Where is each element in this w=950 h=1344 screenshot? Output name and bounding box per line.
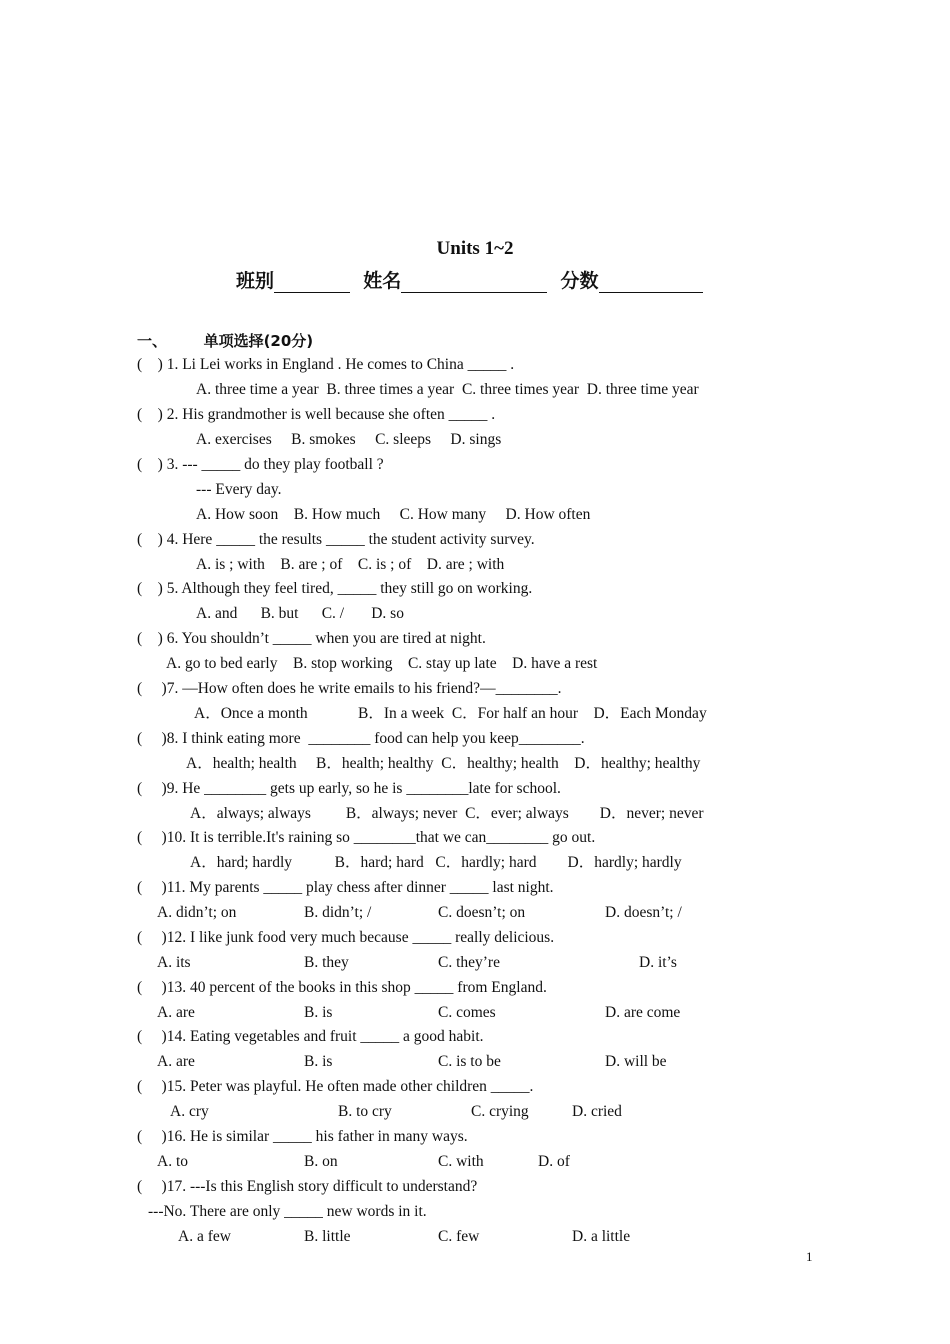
question-16: ( )16. He is similar _____ his father in many ways.	[137, 1128, 468, 1145]
question-14: ( )14. Eating vegetables and fruit _____ a good habit.	[137, 1028, 484, 1045]
name-blank	[401, 272, 547, 293]
question-4-options: A. is ; with B. are ; of C. is ; of D. are ; with	[196, 556, 505, 573]
section-title: 单项选择(20分)	[203, 332, 314, 350]
question-17-option-a: A. a few	[178, 1228, 231, 1245]
question-14-option-d: D. will be	[605, 1053, 667, 1070]
question-14-option-b: B. is	[304, 1053, 333, 1070]
question-8-options: A．health; health B．health; healthy C．healthy; health D．healthy; healthy	[186, 755, 701, 772]
question-10-options: A．hard; hardly B．hard; hard C．hardly; hard D．hardly; hardly	[190, 854, 682, 871]
question-2-options: A. exercises B. smokes C. sleeps D. sings	[196, 431, 502, 448]
question-16-option-d: D. of	[538, 1153, 570, 1170]
page-title: Units 1~2	[436, 238, 514, 259]
question-5-options: A. and B. but C. / D. so	[196, 605, 404, 622]
question-12: ( )12. I like junk food very much because _____ really delicious.	[137, 929, 555, 946]
question-12-option-b: B. they	[304, 954, 349, 971]
question-11-option-b: B. didn’t; /	[304, 904, 372, 921]
question-8: ( )8. I think eating more ________ food can help you keep________.	[137, 730, 585, 747]
name-label: 姓名	[363, 270, 402, 292]
score-label: 分数	[560, 270, 599, 292]
question-17-option-d: D. a little	[572, 1228, 631, 1245]
question-5: ( ) 5. Although they feel tired, _____ they still go on working.	[137, 580, 533, 597]
question-12-option-c: C. they’re	[438, 954, 500, 971]
question-3: ( ) 3. --- _____ do they play football ?	[137, 456, 384, 473]
question-6-options: A. go to bed early B. stop working C. stay up late D. have a rest	[166, 655, 598, 672]
question-16-option-b: B. on	[304, 1153, 338, 1170]
page-number: 1	[806, 1249, 813, 1264]
question-3-options: A. How soon B. How much C. How many D. How often	[196, 506, 591, 523]
question-9: ( )9. He ________ gets up early, so he is ________late for school.	[137, 780, 561, 797]
question-14-option-a: A. are	[157, 1053, 195, 1070]
question-12-option-d: D. it’s	[639, 954, 677, 971]
question-7-options: A．Once a month B．In a week C．For half an hour D．Each Monday	[194, 705, 707, 722]
section-number: 一、	[137, 332, 168, 350]
question-13: ( )13. 40 percent of the books in this shop _____ from England.	[137, 979, 547, 996]
score-blank	[599, 272, 703, 293]
question-12-option-a: A. its	[157, 954, 191, 971]
class-blank	[274, 272, 350, 293]
question-2: ( ) 2. His grandmother is well because she often _____ .	[137, 406, 496, 423]
question-17-option-b: B. little	[304, 1228, 351, 1245]
question-11: ( )11. My parents _____ play chess after dinner _____ last night.	[137, 879, 554, 896]
question-15-option-b: B. to cry	[338, 1103, 392, 1120]
question-17-answer: ---No. There are only _____ new words in it.	[148, 1203, 427, 1220]
question-1: ( ) 1. Li Lei works in England . He comes to China _____ .	[137, 356, 515, 373]
question-3-answer: --- Every day.	[196, 481, 282, 498]
question-13-option-c: C. comes	[438, 1004, 496, 1021]
question-7: ( )7. —How often does he write emails to his friend?—________.	[137, 680, 562, 697]
question-11-option-d: D. doesn’t; /	[605, 904, 682, 921]
question-11-option-c: C. doesn’t; on	[438, 904, 526, 921]
class-label: 班别	[236, 270, 275, 292]
question-15-option-d: D. cried	[572, 1103, 622, 1120]
question-1-options: A. three time a year B. three times a year C. three times year D. three time year	[196, 381, 699, 398]
question-17: ( )17. ---Is this English story difficult to understand?	[137, 1178, 478, 1195]
question-15-option-a: A. cry	[170, 1103, 209, 1120]
student-info-header	[236, 266, 703, 293]
question-15-option-c: C. crying	[471, 1103, 529, 1120]
question-6: ( ) 6. You shouldn’t _____ when you are tired at night.	[137, 630, 486, 647]
question-14-option-c: C. is to be	[438, 1053, 501, 1070]
question-16-option-c: C. with	[438, 1153, 484, 1170]
section-heading	[137, 330, 313, 351]
question-10: ( )10. It is terrible.It's raining so ________that we can________ go out.	[137, 829, 596, 846]
question-11-option-a: A. didn’t; on	[157, 904, 237, 921]
question-4: ( ) 4. Here _____ the results _____ the student activity survey.	[137, 531, 535, 548]
question-13-option-b: B. is	[304, 1004, 333, 1021]
question-13-option-d: D. are come	[605, 1004, 681, 1021]
question-17-option-c: C. few	[438, 1228, 480, 1245]
question-15: ( )15. Peter was playful. He often made other children _____.	[137, 1078, 534, 1095]
question-16-option-a: A. to	[157, 1153, 188, 1170]
question-13-option-a: A. are	[157, 1004, 195, 1021]
question-9-options: A．always; always B．always; never C．ever; always D．never; never	[190, 805, 704, 822]
